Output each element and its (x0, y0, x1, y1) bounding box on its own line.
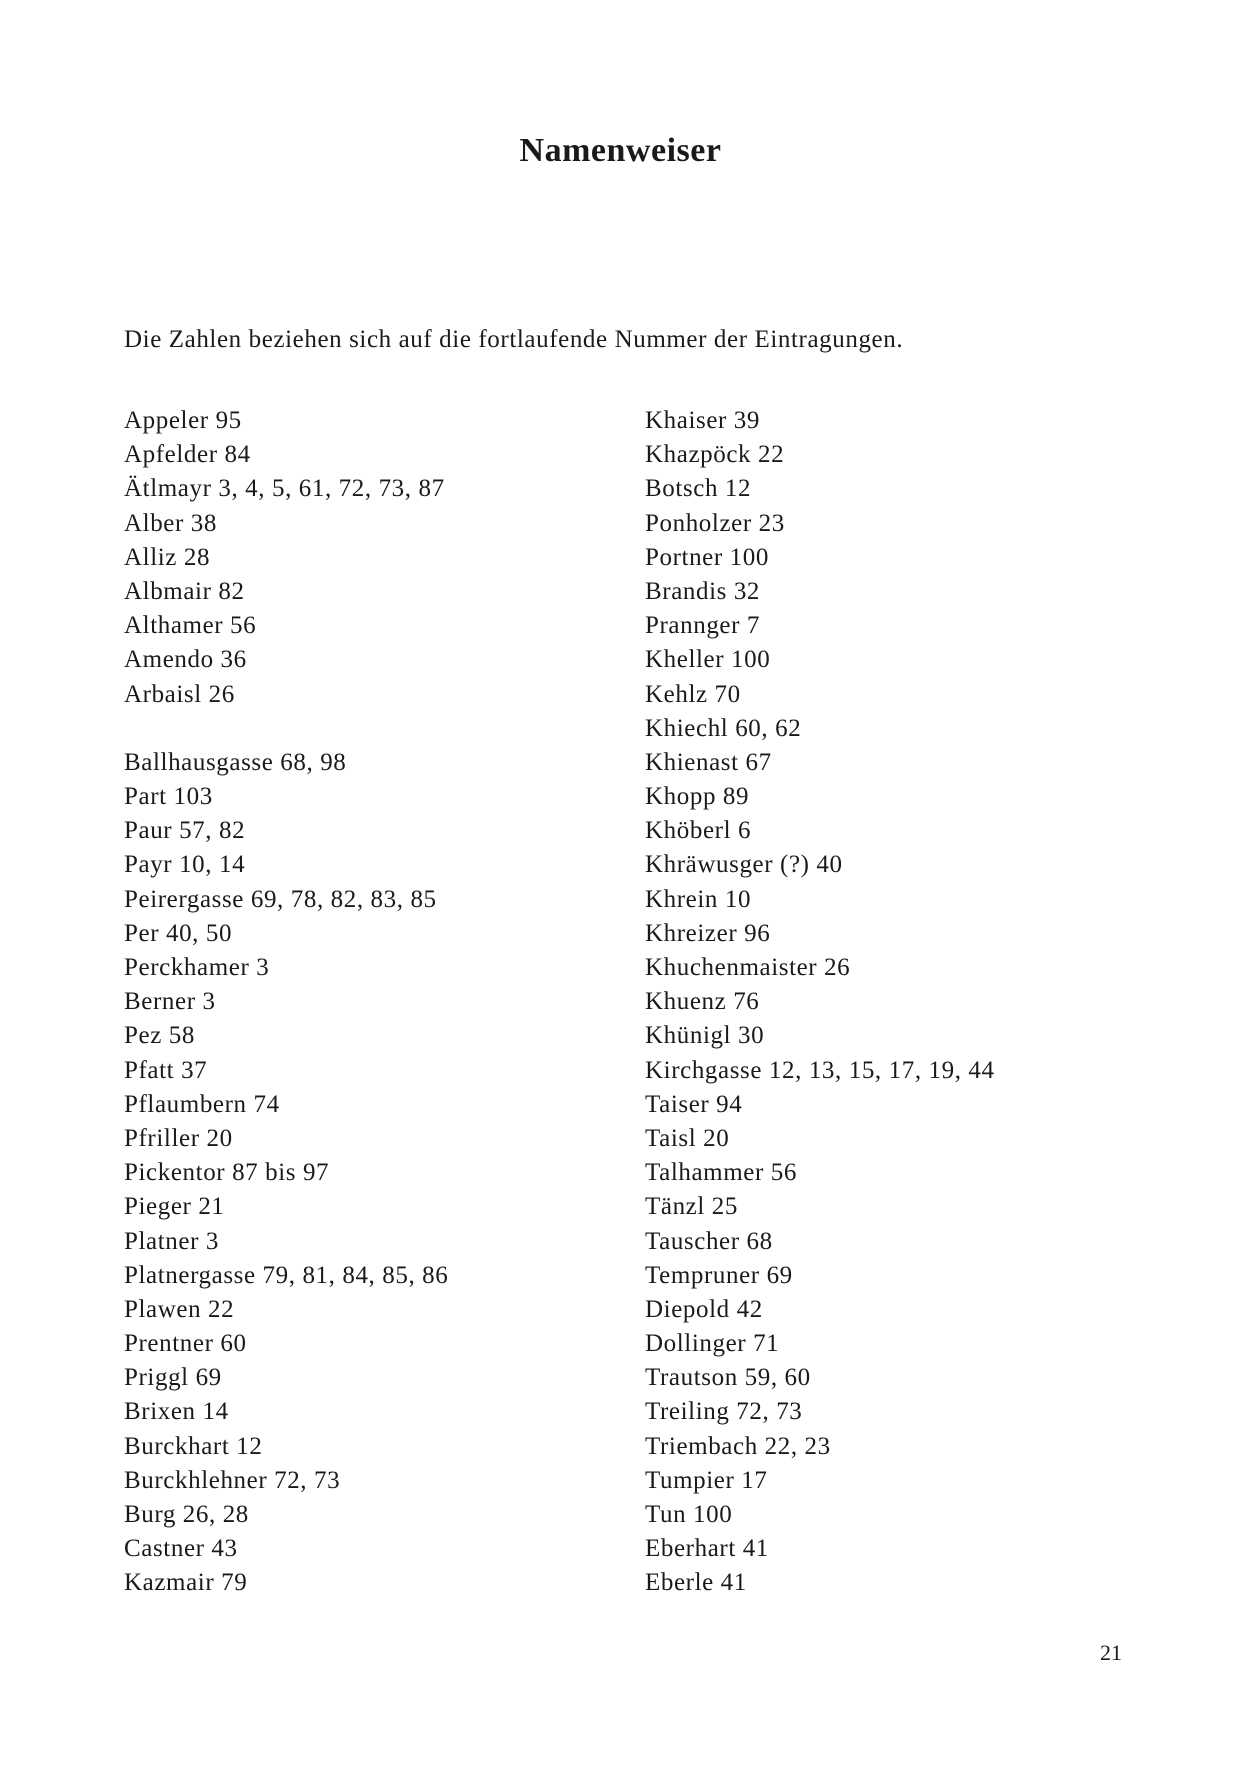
index-entry: Burckhart 12 (124, 1432, 263, 1460)
index-entry: Pickentor 87 bis 97 (124, 1159, 330, 1187)
index-entry: Part 103 (124, 783, 213, 811)
index-entry: Pez 58 (124, 1022, 195, 1050)
index-entry: Paur 57, 82 (124, 817, 246, 845)
index-entry: Alliz 28 (124, 543, 211, 571)
index-entry: Alber 38 (124, 509, 217, 537)
index-entry: Khrein 10 (645, 885, 752, 913)
index-entry: Arbaisl 26 (124, 680, 235, 708)
index-entry: Treiling 72, 73 (645, 1398, 803, 1426)
index-entry: Khuchenmaister 26 (645, 954, 851, 981)
index-entry: Khünigl 30 (645, 1022, 765, 1050)
index-entry: Khuenz 76 (645, 988, 760, 1016)
index-column-left (124, 404, 448, 1601)
index-entry: Eberle 41 (645, 1569, 747, 1597)
index-entry: Pfriller 20 (124, 1124, 233, 1152)
index-entry: Tun 100 (645, 1501, 733, 1528)
index-entry: Khaiser 39 (645, 407, 760, 434)
index-entry: Eberhart 41 (645, 1535, 769, 1563)
index-entry: Kirchgasse 12, 13, 15, 17, 19, 44 (645, 1056, 995, 1084)
index-entry: Perckhamer 3 (124, 954, 270, 981)
index-entry: Apfelder 84 (124, 441, 251, 469)
index-column-right (645, 404, 995, 1601)
index-entry: Botsch 12 (645, 475, 752, 503)
index-entry: Kehlz 70 (645, 680, 741, 708)
intro-text: Die Zahlen beziehen sich auf die fortlaufende Nummer der Eintragungen. (124, 326, 904, 353)
index-entry: Brandis 32 (645, 577, 761, 605)
index-entry: Tauscher 68 (645, 1227, 773, 1255)
index-entry: Burckhlehner 72, 73 (124, 1466, 341, 1494)
index-entry: Althamer 56 (124, 612, 257, 640)
index-entry: Khopp 89 (645, 783, 750, 811)
index-entry: Ballhausgasse 68, 98 (124, 748, 347, 776)
page-number: 21 (1100, 1640, 1122, 1665)
index-entry: Khreizer 96 (645, 919, 771, 947)
index-entry: Khienast 67 (645, 748, 772, 776)
index-entry: Taiser 94 (645, 1090, 743, 1118)
index-entry: Kheller 100 (645, 646, 771, 674)
index-entry: Payr 10, 14 (124, 851, 246, 879)
page-title: Namenweiser (519, 132, 722, 169)
index-entry: Platnergasse 79, 81, 84, 85, 86 (124, 1261, 449, 1289)
index-entry: Peirergasse 69, 78, 82, 83, 85 (124, 885, 437, 913)
index-entry: Platner 3 (124, 1227, 219, 1255)
index-entry: Priggl 69 (124, 1364, 222, 1392)
index-entry: Taisl 20 (645, 1124, 730, 1152)
index-entry: Plawen 22 (124, 1295, 235, 1323)
index-entry: Pieger 21 (124, 1193, 225, 1221)
index-entry: Portner 100 (645, 543, 769, 571)
index-entry: Triembach 22, 23 (645, 1432, 831, 1460)
index-entry: Amendo 36 (124, 646, 247, 674)
index-entry: Appeler 95 (124, 407, 242, 434)
index-entry: Brixen 14 (124, 1398, 229, 1426)
index-entry: Kazmair 79 (124, 1569, 248, 1597)
index-entry: Khöberl 6 (645, 817, 752, 845)
index-entry: Prannger 7 (645, 612, 760, 640)
index-entry: Khazpöck 22 (645, 441, 785, 469)
index-entry: Trautson 59, 60 (645, 1364, 811, 1392)
index-entry: Tänzl 25 (645, 1193, 738, 1221)
index-entry: Pfatt 37 (124, 1056, 208, 1084)
index-entry: Berner 3 (124, 988, 216, 1016)
index-entry: Khiechl 60, 62 (645, 714, 802, 742)
index-entry: Khräwusger (?) 40 (645, 851, 843, 879)
index-entry: Tempruner 69 (645, 1261, 793, 1289)
index-entry: Castner 43 (124, 1535, 238, 1563)
index-entry: Tumpier 17 (645, 1466, 768, 1494)
index-entry: Per 40, 50 (124, 919, 233, 947)
index-entry: Dollinger 71 (645, 1330, 780, 1358)
index-entry: Prentner 60 (124, 1330, 247, 1358)
index-entry: Talhammer 56 (645, 1159, 797, 1187)
index-entry: Pflaumbern 74 (124, 1090, 280, 1118)
index-entry: Ätlmayr 3, 4, 5, 61, 72, 73, 87 (124, 475, 445, 503)
index-entry: Burg 26, 28 (124, 1501, 249, 1528)
index-entry: Albmair 82 (124, 577, 245, 605)
index-entry: Ponholzer 23 (645, 509, 785, 537)
index-entry: Diepold 42 (645, 1295, 763, 1323)
